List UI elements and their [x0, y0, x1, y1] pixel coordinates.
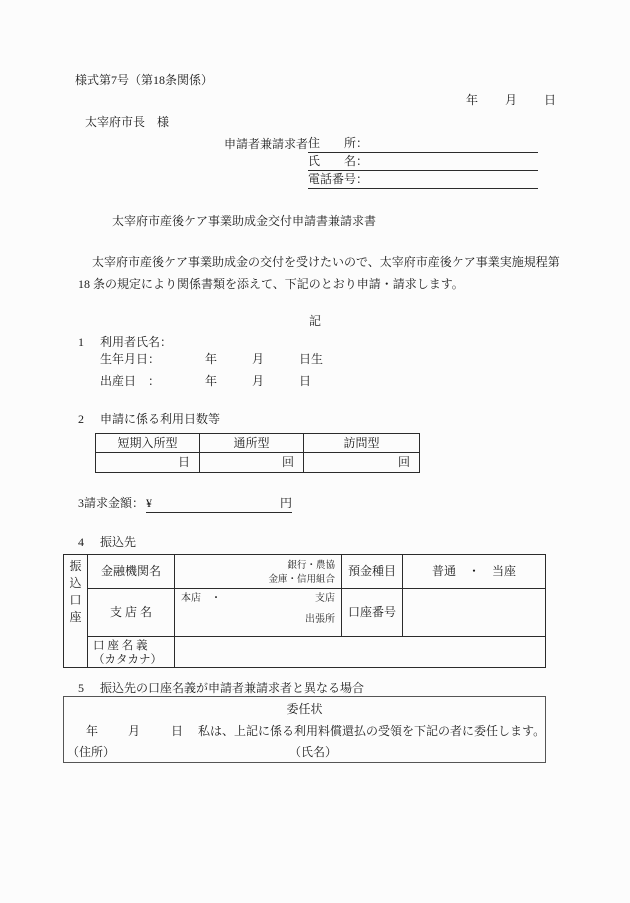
section2-heading — [78, 413, 220, 426]
proxy-date-day-label: 日 — [171, 724, 184, 738]
applicant-label: 申請者兼請求者 — [224, 137, 309, 151]
usage-unit-times-2: 回 — [397, 455, 410, 469]
section1-heading-text: 利用者氏名： — [100, 335, 173, 349]
proxy-box-title: 委任状 — [286, 702, 323, 716]
applicant-block — [224, 135, 538, 189]
record-marker: 記 — [308, 314, 321, 328]
transfer-account-table — [63, 554, 546, 668]
birthdate-row[interactable] — [100, 353, 323, 366]
delivery-day-label: 日 — [299, 374, 312, 388]
date-year-label: 年 — [466, 93, 479, 107]
currency-symbol: ¥ — [146, 496, 153, 510]
account-number-label-cell: 口座番号 — [342, 589, 403, 637]
birthdate-label: 生年月日： — [100, 352, 161, 366]
account-name-input-cell[interactable] — [175, 637, 545, 667]
usage-unit-days: 日 — [177, 455, 190, 469]
usage-header-short-stay: 短期入所型 — [96, 434, 200, 453]
deposit-type-options-cell[interactable]: 普通 ・ 当座 — [403, 555, 545, 589]
branch-office-label: 出張所 — [305, 614, 335, 625]
section3-heading-text: 請求金額： — [84, 496, 145, 510]
addressee: 太宰府市長 様 — [85, 115, 170, 129]
amount-unit-label: 円 — [280, 496, 293, 510]
section4-heading — [78, 536, 136, 549]
usage-days-table — [95, 433, 420, 473]
body-paragraph-line2: 18 条の規定により関係書類を添えて、下記のとおり申請・請求します。 — [78, 277, 464, 291]
section4-heading-text: 振込先 — [100, 535, 137, 549]
institution-type-line2: 金庫・信用組合 — [268, 575, 335, 585]
usage-value-day-visit[interactable] — [200, 453, 304, 472]
proxy-statement-row[interactable] — [86, 725, 545, 738]
phone-field-label: 電話番号： — [308, 172, 369, 186]
section3-row — [78, 497, 292, 513]
usage-value-home-visit[interactable] — [304, 453, 419, 472]
proxy-name-label[interactable]: （氏名） — [289, 745, 338, 759]
account-number-input-cell[interactable] — [403, 589, 545, 637]
date-line — [466, 94, 556, 107]
delivery-year-label: 年 — [205, 374, 218, 388]
financial-institution-input-cell[interactable] — [175, 555, 342, 589]
section1-number: 1 — [78, 335, 84, 349]
section2-heading-text: 申請に係る利用日数等 — [100, 412, 221, 426]
side-label-char-3: 口 — [69, 593, 82, 607]
birth-day-label: 日生 — [299, 352, 324, 366]
branch-head-office-label: 本店 ・ — [181, 593, 221, 604]
name-field[interactable] — [308, 153, 538, 171]
section2-number: 2 — [78, 412, 84, 426]
side-label-char-2: 込 — [69, 576, 82, 590]
side-label-char-4: 座 — [69, 610, 82, 624]
section3-number: 3 — [78, 496, 84, 510]
usage-header-home-visit: 訪問型 — [304, 434, 419, 453]
address-field-label: 住 所： — [308, 136, 369, 150]
delivery-date-label: 出産日 ： — [100, 374, 161, 388]
body-paragraph-line1: 太宰府市産後ケア事業助成金の交付を受けたいので、太宰府市産後ケア事業実施規程第 — [92, 255, 560, 269]
form-number: 様式第7号（第18条関係） — [75, 73, 214, 87]
address-field[interactable] — [308, 135, 538, 153]
proxy-date-year-label: 年 — [86, 724, 99, 738]
section5-number: 5 — [78, 681, 84, 695]
branch-name-label-cell: 支 店 名 — [88, 589, 175, 637]
phone-field[interactable] — [308, 171, 538, 189]
section5-heading-text: 振込先の口座名義が申請者兼請求者と異なる場合 — [100, 681, 365, 695]
date-month-label: 月 — [505, 93, 518, 107]
account-name-label-line1: 口 座 名 義 — [93, 640, 148, 652]
section1-heading — [78, 336, 172, 349]
delivery-month-label: 月 — [252, 374, 265, 388]
section5-heading — [78, 682, 364, 695]
applicant-fields — [308, 135, 538, 189]
proxy-statement-text: 私は、上記に係る利用料償還払の受領を下記の者に委任します。 — [198, 724, 546, 738]
account-name-label-cell — [88, 637, 175, 667]
institution-type-line1: 銀行・農協 — [287, 561, 335, 571]
branch-name-input-cell[interactable] — [175, 589, 342, 637]
usage-value-short-stay[interactable] — [96, 453, 200, 472]
amount-field[interactable] — [146, 497, 292, 513]
usage-header-day-visit: 通所型 — [200, 434, 304, 453]
deposit-type-label-cell: 預金種目 — [342, 555, 403, 589]
side-label-char-1: 振 — [69, 559, 82, 573]
proxy-date-month-label: 月 — [128, 724, 141, 738]
proxy-statement-box — [63, 696, 546, 763]
birth-year-label: 年 — [205, 352, 218, 366]
birth-month-label: 月 — [252, 352, 265, 366]
usage-unit-times-1: 回 — [281, 455, 294, 469]
account-name-label-line2: （カタカナ） — [93, 654, 162, 666]
branch-suffix-label: 支店 — [315, 593, 335, 604]
name-field-label: 氏 名： — [308, 154, 369, 168]
date-day-label: 日 — [544, 93, 557, 107]
delivery-date-row[interactable] — [100, 375, 311, 388]
proxy-address-label[interactable]: （住所） — [67, 745, 116, 759]
financial-institution-label-cell: 金融機関名 — [88, 555, 175, 589]
transfer-account-side-label — [64, 555, 88, 667]
section4-number: 4 — [78, 535, 84, 549]
document-title: 太宰府市産後ケア事業助成金交付申請書兼請求書 — [112, 214, 377, 228]
